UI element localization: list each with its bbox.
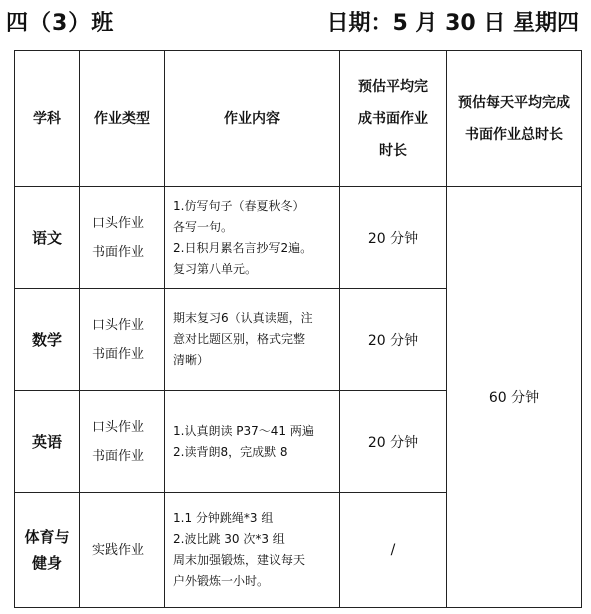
- type-cell: [80, 391, 165, 493]
- content-line: 2.读背朗8，完成默 8: [173, 444, 288, 459]
- subject-label: 英语: [31, 432, 62, 451]
- header-time-line: 时长: [379, 142, 407, 159]
- content-cell: [165, 187, 340, 289]
- header-total: [447, 51, 582, 187]
- page-header: [6, 6, 579, 38]
- content-line: 1.认真朗读 P37～41 两遍: [173, 423, 314, 438]
- total-time-cell: 60 分钟: [447, 187, 582, 608]
- content-cell: [165, 289, 340, 391]
- type-cell: [80, 493, 165, 608]
- subject-label: 健身: [31, 554, 62, 572]
- time-cell: 20 分钟: [340, 391, 447, 493]
- type-item: 口头作业: [92, 215, 145, 231]
- subject-cell: [15, 289, 80, 391]
- content-line: 户外锻炼一小时。: [173, 574, 270, 588]
- type-item: 书面作业: [92, 448, 145, 464]
- content-line: 周末加强锻炼，建议每天: [173, 553, 306, 567]
- content-cell: [165, 391, 340, 493]
- subject-label: 数学: [31, 330, 62, 349]
- type-item: 书面作业: [92, 346, 145, 362]
- subject-label: 语文: [31, 228, 62, 247]
- content-line: 1.1 分钟跳绳*3 组: [173, 511, 274, 525]
- header-time-line: 预估平均完: [358, 78, 428, 95]
- header-type: 作业类型: [80, 51, 165, 187]
- header-total-line: 预估每天平均完成: [458, 94, 570, 111]
- header-time-line: 成书面作业: [358, 110, 428, 127]
- content-cell: [165, 493, 340, 608]
- content-line: 期末复习6（认真读题，注: [173, 311, 313, 325]
- type-item: 口头作业: [92, 317, 145, 333]
- content-line: 各写一句。: [173, 219, 234, 234]
- header-total-line: 书面作业总时长: [465, 126, 563, 143]
- subject-cell: [15, 493, 80, 608]
- header-content: 作业内容: [165, 51, 340, 187]
- table-row: [15, 187, 582, 289]
- header-subject: 学科: [15, 51, 80, 187]
- type-item: 实践作业: [92, 542, 145, 558]
- time-cell: /: [340, 493, 447, 608]
- subject-cell: [15, 187, 80, 289]
- type-cell: [80, 187, 165, 289]
- content-line: 2.波比跳 30 次*3 组: [173, 532, 285, 546]
- type-item: 书面作业: [92, 244, 145, 260]
- content-line: 意对比题区别，格式完整: [173, 332, 306, 346]
- class-name: 四（3）班: [6, 11, 115, 36]
- subject-cell: [15, 391, 80, 493]
- type-cell: [80, 289, 165, 391]
- content-line: 1.仿写句子（春夏秋冬）: [173, 198, 305, 213]
- header-row: [15, 51, 582, 187]
- time-cell: 20 分钟: [340, 187, 447, 289]
- homework-table: [14, 50, 582, 608]
- type-item: 口头作业: [92, 419, 145, 435]
- header-time: [340, 51, 447, 187]
- content-line: 清晰）: [173, 353, 210, 367]
- content-line: 复习第八单元。: [173, 261, 258, 276]
- time-cell: 20 分钟: [340, 289, 447, 391]
- subject-label: 体育与: [24, 528, 70, 546]
- date-weekday: 日期：5 月 30 日 星期四: [326, 11, 579, 36]
- content-line: 2.日积月累名言抄写2遍。: [173, 240, 313, 255]
